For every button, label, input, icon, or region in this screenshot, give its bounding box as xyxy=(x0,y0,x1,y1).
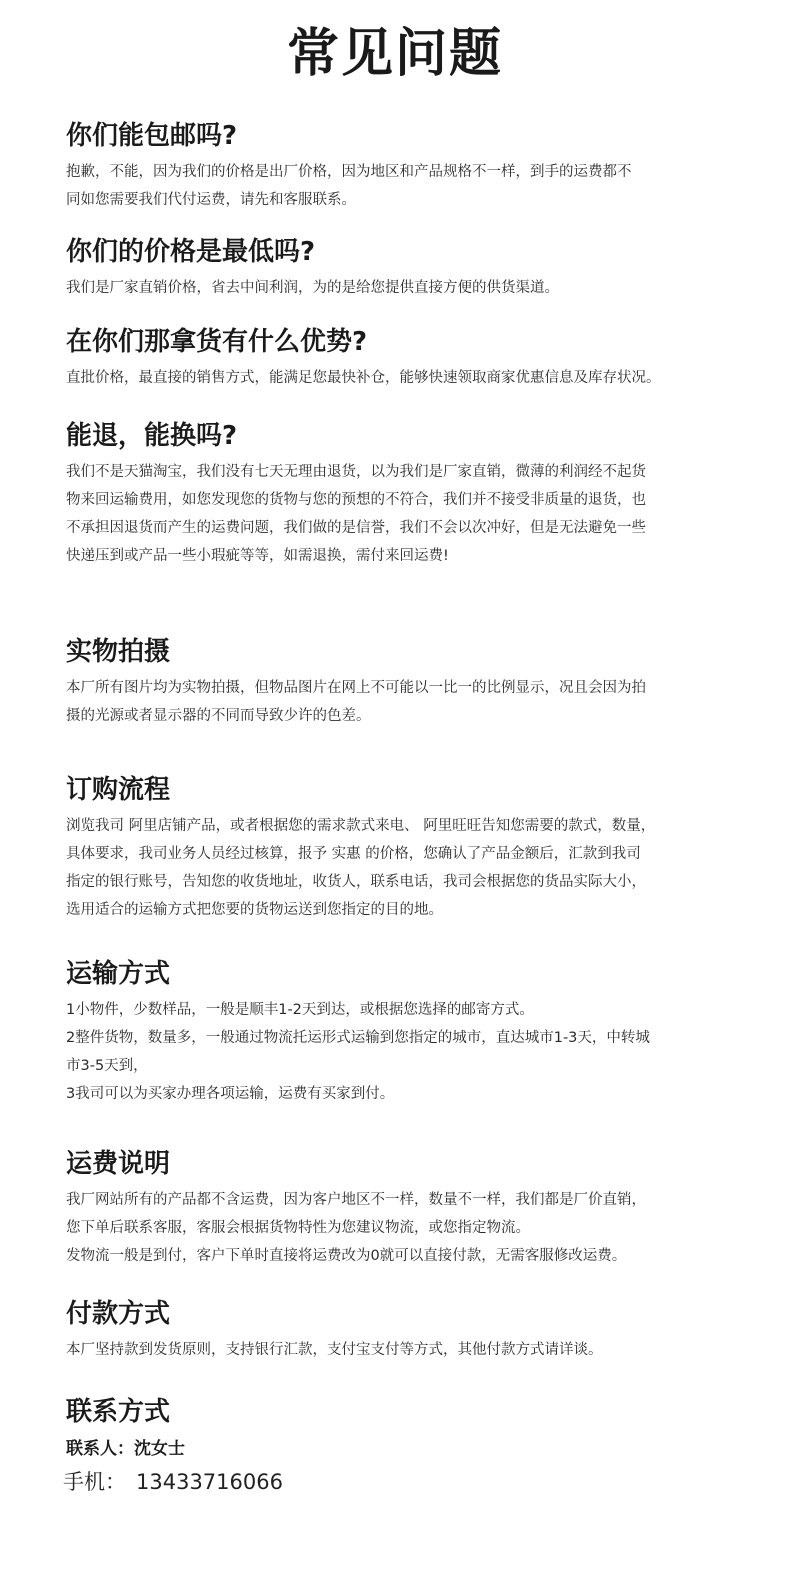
section-text: 您下单后联系客服，客服会根据货物特性为您建议物流，或您指定物流。 xyxy=(66,1220,530,1236)
faq-free-shipping xyxy=(66,118,726,214)
section-heading: 实物拍摄 xyxy=(66,637,171,667)
faq-lowest-price xyxy=(66,234,726,302)
section-text: 浏览我司 阿里店铺产品，或者根据您的需求款式来电、 阿里旺旺告知您需要的款式，数量， xyxy=(66,818,656,834)
section-text: 选用适合的运输方式把您要的货物运送到您指定的目的地。 xyxy=(66,902,443,918)
section-heading: 你们的价格是最低吗? xyxy=(66,237,316,267)
section-text: 我们不是天猫淘宝，我们没有七天无理由退货，以为我们是厂家直销，微薄的利润经不起货 xyxy=(66,464,646,480)
section-heading: 联系方式 xyxy=(66,1397,171,1427)
order-process xyxy=(66,772,726,924)
section-text: 1小物件，少数样品，一般是顺丰1-2天到达，或根据您选择的邮寄方式。 xyxy=(66,1002,534,1018)
contact-phone xyxy=(63,1466,283,1498)
section-heading: 在你们那拿货有什么优势? xyxy=(66,327,368,357)
section-heading: 付款方式 xyxy=(66,1299,171,1329)
shipping-fee-notes xyxy=(66,1146,726,1270)
section-text: 物来回运输费用，如您发现您的货物与您的预想的不符合，我们并不接受非质量的退货，也 xyxy=(66,492,646,508)
faq-advantages xyxy=(66,324,726,392)
contact-person: 联系人：沈女士 xyxy=(66,1439,185,1459)
section-heading: 能退，能换吗? xyxy=(66,421,238,451)
section-text: 我们是厂家直销价格，省去中间利润，为的是给您提供直接方便的供货渠道。 xyxy=(66,280,559,296)
page-title: 常见问题 xyxy=(286,24,503,84)
section-text: 3我司可以为买家办理各项运输，运费有买家到付。 xyxy=(66,1086,395,1102)
section-text: 直批价格，最直接的销售方式，能满足您最快补仓，能够快速领取商家优惠信息及库存状况。 xyxy=(66,370,661,386)
section-heading: 运费说明 xyxy=(66,1149,171,1179)
section-text: 发物流一般是到付，客户下单时直接将运费改为0就可以直接付款，无需客服修改运费。 xyxy=(66,1248,627,1264)
faq-returns xyxy=(66,418,726,570)
section-text: 市3-5天到， xyxy=(66,1058,148,1074)
section-text: 我厂网站所有的产品都不含运费，因为客户地区不一样，数量不一样，我们都是厂价直销， xyxy=(66,1192,646,1208)
real-photos xyxy=(66,634,726,730)
phone-number: 13433716066 xyxy=(136,1470,283,1494)
payment-methods xyxy=(66,1296,726,1364)
phone-label: 手机： xyxy=(63,1470,126,1494)
section-text: 快递压到或产品一些小瑕疵等等，如需退换，需付来回运费! xyxy=(66,548,449,564)
section-text: 不承担因退货而产生的运费问题，我们做的是信誉，我们不会以次冲好，但是无法避免一些 xyxy=(66,520,646,536)
section-text: 同如您需要我们代付运费，请先和客服联系。 xyxy=(66,192,356,208)
section-heading: 订购流程 xyxy=(66,775,171,805)
section-heading: 运输方式 xyxy=(66,959,171,989)
contact-info xyxy=(66,1394,726,1464)
section-text: 摄的光源或者显示器的不同而导致少许的色差。 xyxy=(66,708,371,724)
section-text: 2整件货物，数量多，一般通过物流托运形式运输到您指定的城市，直达城市1-3天，中转城 xyxy=(66,1030,650,1046)
section-text: 本厂所有图片均为实物拍摄，但物品图片在网上不可能以一比一的比例显示，况且会因为拍 xyxy=(66,680,646,696)
section-text: 具体要求，我司业务人员经过核算，报予 实惠 的价格，您确认了产品金额后，汇款到我司 xyxy=(66,846,641,862)
section-text: 本厂坚持款到发货原则，支持银行汇款，支付宝支付等方式，其他付款方式请详谈。 xyxy=(66,1342,603,1358)
section-heading: 你们能包邮吗? xyxy=(66,121,238,151)
section-text: 抱歉，不能，因为我们的价格是出厂价格，因为地区和产品规格不一样，到手的运费都不 xyxy=(66,164,632,180)
section-text: 指定的银行账号，告知您的收货地址，收货人，联系电话，我司会根据您的货品实际大小， xyxy=(66,874,646,890)
shipping-methods xyxy=(66,956,726,1108)
